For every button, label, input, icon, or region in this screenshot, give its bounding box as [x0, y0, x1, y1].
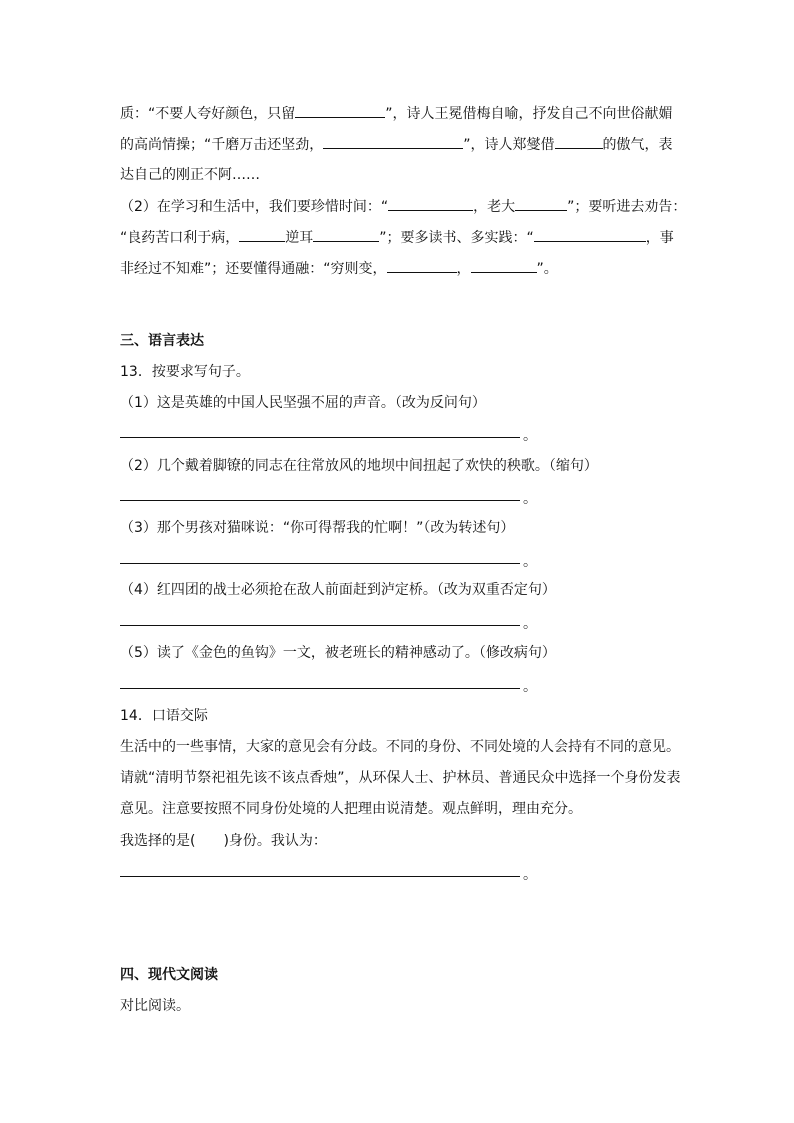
answer-line-2[interactable] — [120, 500, 520, 501]
sentence-item-3: （3）那个男孩对猫咪说：“你可得帮我的忙啊！”（改为转述句） — [120, 520, 515, 536]
poem-line-5 — [120, 227, 674, 248]
sentence-item-1: （1）这是英雄的中国人民坚强不屈的声音。（改为反问句） — [120, 395, 486, 411]
poem-line-3 — [120, 165, 260, 185]
blank[interactable] — [515, 196, 567, 211]
text: )身份。我认为： — [223, 833, 327, 849]
identity-choice — [120, 831, 327, 851]
sentence-item-5: （5）读了《金色的鱼钩》一文，被老班长的精神感动了。（修改病句） — [120, 645, 556, 661]
text: “良药苦口利于病， — [120, 230, 240, 246]
period: 。 — [523, 554, 537, 570]
answer-line-opinion[interactable] — [120, 876, 520, 877]
text: 达自己的刚正不阿…… — [120, 167, 260, 183]
text: 质：“不要人夸好颜色，只留 — [120, 106, 296, 122]
section-heading: 三、语言表达 — [120, 333, 204, 349]
text: ，老大 — [473, 199, 516, 215]
text: 非经过不知难”；还要懂得通融：“穷则变， — [120, 261, 387, 277]
period: 。 — [523, 616, 537, 632]
sentence-item-2: （2）几个戴着脚镣的同志在往常放风的地坝中间扭起了欢快的秧歌。（缩句） — [120, 458, 598, 474]
answer-line-1[interactable] — [120, 437, 520, 438]
text: （2）在学习和生活中，我们要珍惜时间：“ — [120, 199, 389, 215]
answer-line-5[interactable] — [120, 688, 520, 689]
blank[interactable] — [239, 227, 285, 242]
text: ”。 — [536, 261, 558, 277]
blank[interactable] — [388, 196, 473, 211]
text: ”；要听进去劝告： — [567, 199, 687, 215]
section-heading-4: 四、现代文阅读 — [120, 967, 218, 983]
paragraph-1: 生活中的一些事情，大家的意见会有分歧。不同的身份、不同处境的人会持有不同的意见。 — [120, 739, 680, 755]
poem-line-6 — [120, 258, 558, 279]
blank[interactable] — [323, 134, 463, 149]
blank[interactable] — [313, 227, 379, 242]
poem-line-4 — [120, 196, 686, 217]
blank[interactable] — [534, 227, 646, 242]
blank[interactable] — [387, 258, 457, 273]
paragraph-2: 请就“清明节祭祀祖先该不该点香烛”，从环保人士、护林员、普通民众中选择一个身份发表 — [120, 770, 681, 786]
answer-line-3[interactable] — [120, 563, 520, 564]
answer-line-4[interactable] — [120, 625, 520, 626]
text: 的高尚情操；“千磨万击还坚劲， — [120, 137, 324, 153]
text: ，事 — [645, 230, 674, 246]
section4-subtitle: 对比阅读。 — [120, 998, 190, 1014]
text: ”，诗人王冕借梅自喻，抒发自己不向世俗献媚 — [385, 106, 673, 122]
question-14: 14．口语交际 — [120, 708, 208, 724]
blank[interactable] — [471, 258, 537, 273]
text: 逆耳 — [285, 230, 314, 246]
period: 。 — [523, 428, 537, 444]
sentence-item-4: （4）红四团的战士必须抢在敌人前面赶到泸定桥。（改为双重否定句） — [120, 582, 556, 598]
blank[interactable] — [555, 134, 603, 149]
period: 。 — [523, 491, 537, 507]
poem-line-1 — [120, 103, 673, 124]
text: ， — [456, 261, 471, 277]
paragraph-3: 意见。注意要按照不同身份处境的人把理由说清楚。观点鲜明，理由充分。 — [120, 801, 582, 817]
text: ”；要多读书、多实践：“ — [379, 230, 534, 246]
text: 我选择的是( — [120, 833, 196, 849]
blank[interactable] — [295, 103, 385, 118]
period: 。 — [523, 867, 537, 883]
poem-line-2 — [120, 134, 673, 155]
question-13: 13．按要求写句子。 — [120, 364, 250, 380]
text: 的傲气，表 — [602, 137, 673, 153]
period: 。 — [523, 679, 537, 695]
text: ”，诗人郑燮借 — [463, 137, 555, 153]
